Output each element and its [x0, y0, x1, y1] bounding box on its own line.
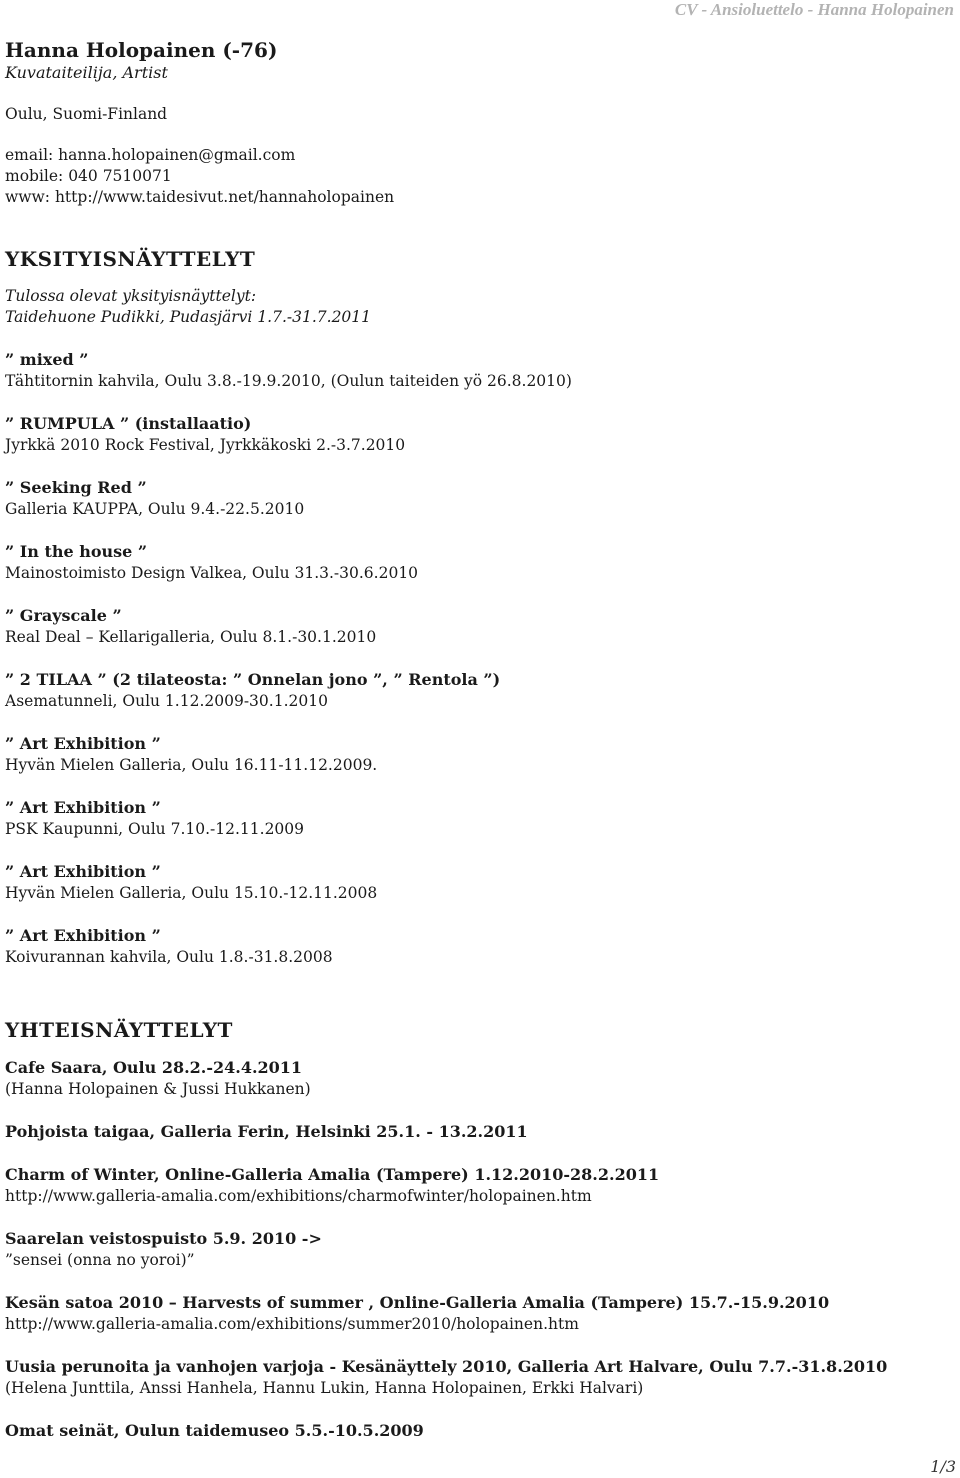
exhibition-detail: Jyrkkä 2010 Rock Festival, Jyrkkäkoski 2.-3.7.2010: [5, 436, 406, 454]
list-item: [5, 1292, 945, 1335]
page-number: 1/3: [930, 1457, 956, 1476]
exhibition-title: ” Grayscale ”: [5, 606, 122, 625]
list-item: [5, 1420, 945, 1442]
running-header: CV - Ansioluettelo - Hanna Holopainen: [674, 0, 954, 19]
list-item: [5, 861, 945, 904]
list-item: [5, 925, 945, 968]
exhibition-title: Cafe Saara, Oulu 28.2.-24.4.2011: [5, 1058, 303, 1077]
exhibition-link[interactable]: http://www.galleria-amalia.com/exhibitions/charmofwinter/holopainen.htm: [5, 1187, 592, 1205]
exhibition-detail: Galleria KAUPPA, Oulu 9.4.-22.5.2010: [5, 500, 305, 518]
exhibition-title: ” In the house ”: [5, 542, 148, 561]
list-item: [5, 1121, 945, 1143]
solo-exhibitions-list: [5, 286, 945, 968]
exhibition-detail: PSK Kaupunni, Oulu 7.10.-12.11.2009: [5, 820, 305, 838]
exhibition-title: ” Art Exhibition ”: [5, 798, 161, 817]
exhibition-title: Uusia perunoita ja vanhojen varjoja - Kesänäyttely 2010, Galleria Art Halvare, Oulu 7.7.-31.8.2010: [5, 1357, 888, 1376]
exhibition-title: Kesän satoa 2010 – Harvests of summer , Online-Galleria Amalia (Tampere) 15.7.-15.9.2010: [5, 1293, 830, 1312]
exhibition-detail: Real Deal – Kellarigalleria, Oulu 8.1.-30.1.2010: [5, 628, 377, 646]
exhibition-title: ” Art Exhibition ”: [5, 734, 161, 753]
exhibition-title: ” Art Exhibition ”: [5, 862, 161, 881]
list-item: [5, 605, 945, 648]
person-mobile: mobile: 040 7510071: [5, 167, 172, 185]
list-item: [5, 413, 945, 456]
exhibition-title: ” Art Exhibition ”: [5, 926, 161, 945]
exhibition-detail: Mainostoimisto Design Valkea, Oulu 31.3.-30.6.2010: [5, 564, 419, 582]
exhibition-title: ” mixed ”: [5, 350, 89, 369]
exhibition-link[interactable]: http://www.galleria-amalia.com/exhibitions/summer2010/holopainen.htm: [5, 1315, 579, 1333]
exhibition-title: Saarelan veistospuisto 5.9. 2010 ->: [5, 1229, 322, 1248]
solo-exhibitions-heading: YKSITYISNÄYTTELYT: [5, 247, 256, 271]
list-item: [5, 1228, 945, 1271]
exhibition-title: ” 2 TILAA ” (2 tilateosta: ” Onnelan jono ”, ” Rentola ”): [5, 670, 501, 689]
exhibition-detail: Hyvän Mielen Galleria, Oulu 16.11-11.12.2009.: [5, 756, 378, 774]
exhibition-detail: (Helena Junttila, Anssi Hanhela, Hannu Lukin, Hanna Holopainen, Erkki Halvari): [5, 1379, 644, 1397]
exhibition-detail: ”sensei (onna no yoroi)”: [5, 1251, 195, 1269]
person-name: Hanna Holopainen (-76): [5, 38, 278, 62]
list-item: [5, 669, 945, 712]
exhibition-detail: Hyvän Mielen Galleria, Oulu 15.10.-12.11.2008: [5, 884, 378, 902]
exhibition-detail: (Hanna Holopainen & Jussi Hukkanen): [5, 1080, 311, 1098]
list-item: [5, 541, 945, 584]
list-item: [5, 1164, 945, 1207]
exhibition-detail: Asematunneli, Oulu 1.12.2009-30.1.2010: [5, 692, 328, 710]
upcoming-exhibition: [5, 286, 945, 328]
exhibition-title: ” Seeking Red ”: [5, 478, 147, 497]
list-item: [5, 1356, 945, 1399]
cv-content: [5, 38, 945, 1463]
person-location: Oulu, Suomi-Finland: [5, 105, 168, 123]
upcoming-detail: Taidehuone Pudikki, Pudasjärvi 1.7.-31.7.2011: [5, 308, 372, 326]
exhibition-detail: Tähtitornin kahvila, Oulu 3.8.-19.9.2010, (Oulun taiteiden yö 26.8.2010): [5, 372, 572, 390]
list-item: [5, 1057, 945, 1100]
person-www: www: http://www.taidesivut.net/hannaholopainen: [5, 188, 395, 206]
list-item: [5, 349, 945, 392]
upcoming-label: Tulossa olevat yksityisnäyttelyt:: [5, 287, 257, 305]
list-item: [5, 477, 945, 520]
group-exhibitions-list: [5, 1057, 945, 1442]
exhibition-detail: Koivurannan kahvila, Oulu 1.8.-31.8.2008: [5, 948, 333, 966]
person-role: Kuvataiteilija, Artist: [5, 63, 168, 82]
exhibition-title: Pohjoista taigaa, Galleria Ferin, Helsinki 25.1. - 13.2.2011: [5, 1122, 528, 1141]
exhibition-title: ” RUMPULA ” (installaatio): [5, 414, 252, 433]
list-item: [5, 733, 945, 776]
exhibition-title: Omat seinät, Oulun taidemuseo 5.5.-10.5.2009: [5, 1421, 424, 1440]
exhibition-title: Charm of Winter, Online-Galleria Amalia (Tampere) 1.12.2010-28.2.2011: [5, 1165, 660, 1184]
list-item: [5, 797, 945, 840]
person-email: email: hanna.holopainen@gmail.com: [5, 146, 296, 164]
group-exhibitions-heading: YHTEISNÄYTTELYT: [5, 1018, 233, 1042]
